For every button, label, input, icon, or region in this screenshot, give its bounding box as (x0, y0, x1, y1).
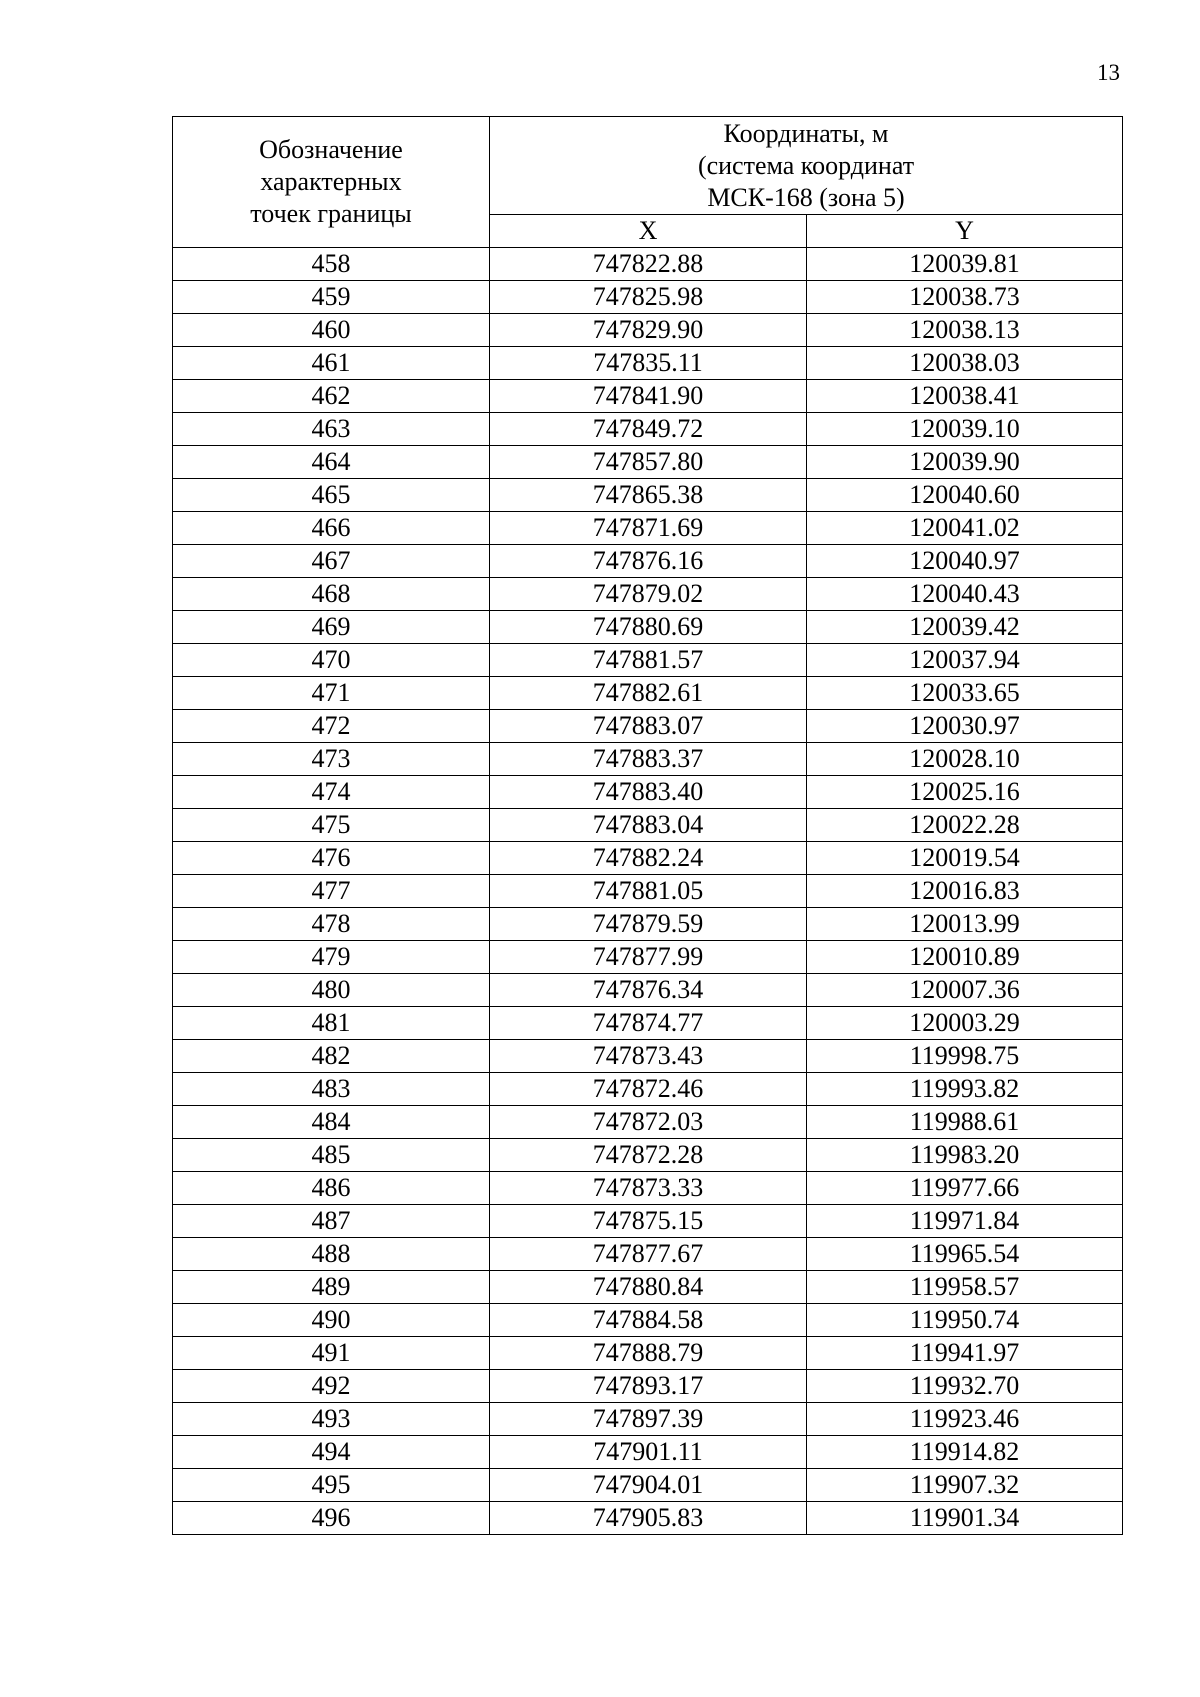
point-number-cell: 478 (173, 908, 490, 941)
y-coordinate-cell: 120003.29 (807, 1007, 1123, 1040)
y-coordinate-cell: 119977.66 (807, 1172, 1123, 1205)
table-row (173, 578, 1123, 611)
table-row (173, 677, 1123, 710)
point-number-cell: 470 (173, 644, 490, 677)
y-coordinate-cell: 120039.10 (807, 413, 1123, 446)
x-column-header: X (490, 215, 807, 248)
y-coordinate-cell: 119950.74 (807, 1304, 1123, 1337)
designation-header-line: точек границы (250, 199, 412, 228)
y-coordinate-cell: 120039.90 (807, 446, 1123, 479)
coordinates-header-line: МСК-168 (зона 5) (707, 182, 905, 212)
x-coordinate-cell: 747829.90 (490, 314, 807, 347)
point-number-cell: 492 (173, 1370, 490, 1403)
x-coordinate-cell: 747905.83 (490, 1502, 807, 1535)
x-coordinate-cell: 747871.69 (490, 512, 807, 545)
table-row (173, 875, 1123, 908)
y-coordinate-cell: 120041.02 (807, 512, 1123, 545)
table-row (173, 1040, 1123, 1073)
x-coordinate-cell: 747901.11 (490, 1436, 807, 1469)
y-coordinate-cell: 119965.54 (807, 1238, 1123, 1271)
table-row (173, 446, 1123, 479)
coordinates-header (490, 117, 1123, 215)
x-coordinate-cell: 747849.72 (490, 413, 807, 446)
y-coordinate-cell: 119914.82 (807, 1436, 1123, 1469)
y-coordinate-cell: 119983.20 (807, 1139, 1123, 1172)
y-coordinate-cell: 119932.70 (807, 1370, 1123, 1403)
y-coordinate-cell: 120037.94 (807, 644, 1123, 677)
coordinates-header-line: (система координат (697, 150, 915, 180)
point-number-cell: 461 (173, 347, 490, 380)
y-coordinate-cell: 120025.16 (807, 776, 1123, 809)
y-coordinate-cell: 120038.73 (807, 281, 1123, 314)
point-number-cell: 459 (173, 281, 490, 314)
table-row (173, 545, 1123, 578)
x-coordinate-cell: 747873.43 (490, 1040, 807, 1073)
table-row (173, 809, 1123, 842)
table-row (173, 1106, 1123, 1139)
y-coordinate-cell: 120038.41 (807, 380, 1123, 413)
point-number-cell: 475 (173, 809, 490, 842)
x-coordinate-cell: 747893.17 (490, 1370, 807, 1403)
table-row (173, 1502, 1123, 1535)
point-number-cell: 496 (173, 1502, 490, 1535)
y-coordinate-cell: 120030.97 (807, 710, 1123, 743)
y-coordinate-cell: 119993.82 (807, 1073, 1123, 1106)
y-coordinate-cell: 120040.43 (807, 578, 1123, 611)
point-number-cell: 458 (173, 248, 490, 281)
page-number: 13 (1097, 60, 1120, 85)
point-number-cell: 490 (173, 1304, 490, 1337)
table-row (173, 1436, 1123, 1469)
point-number-cell: 494 (173, 1436, 490, 1469)
x-coordinate-cell: 747897.39 (490, 1403, 807, 1436)
table-row (173, 908, 1123, 941)
point-number-cell: 462 (173, 380, 490, 413)
x-coordinate-cell: 747877.67 (490, 1238, 807, 1271)
y-coordinate-cell: 120016.83 (807, 875, 1123, 908)
x-coordinate-cell: 747883.07 (490, 710, 807, 743)
table-row (173, 248, 1123, 281)
point-number-cell: 479 (173, 941, 490, 974)
table-row (173, 380, 1123, 413)
table-row (173, 281, 1123, 314)
table-header (173, 117, 1123, 248)
y-coordinate-cell: 120013.99 (807, 908, 1123, 941)
point-number-cell: 466 (173, 512, 490, 545)
table-row (173, 776, 1123, 809)
x-coordinate-cell: 747873.33 (490, 1172, 807, 1205)
x-coordinate-cell: 747882.24 (490, 842, 807, 875)
x-coordinate-cell: 747876.34 (490, 974, 807, 1007)
point-number-cell: 487 (173, 1205, 490, 1238)
y-coordinate-cell: 119958.57 (807, 1271, 1123, 1304)
table-body (173, 248, 1123, 1535)
y-coordinate-cell: 119988.61 (807, 1106, 1123, 1139)
table-row (173, 644, 1123, 677)
x-coordinate-cell: 747882.61 (490, 677, 807, 710)
y-coordinate-cell: 119923.46 (807, 1403, 1123, 1436)
table-row (173, 314, 1123, 347)
y-coordinate-cell: 119901.34 (807, 1502, 1123, 1535)
table-row (173, 1205, 1123, 1238)
x-coordinate-cell: 747841.90 (490, 380, 807, 413)
table-row (173, 1007, 1123, 1040)
table-row (173, 941, 1123, 974)
point-number-cell: 480 (173, 974, 490, 1007)
table-row (173, 1139, 1123, 1172)
x-coordinate-cell: 747880.84 (490, 1271, 807, 1304)
point-number-cell: 464 (173, 446, 490, 479)
table-row (173, 1073, 1123, 1106)
point-number-cell: 460 (173, 314, 490, 347)
x-coordinate-cell: 747883.40 (490, 776, 807, 809)
y-coordinate-cell: 120028.10 (807, 743, 1123, 776)
x-coordinate-cell: 747879.02 (490, 578, 807, 611)
table-row (173, 1403, 1123, 1436)
point-number-cell: 469 (173, 611, 490, 644)
point-number-cell: 467 (173, 545, 490, 578)
x-coordinate-cell: 747825.98 (490, 281, 807, 314)
y-coordinate-cell: 120039.81 (807, 248, 1123, 281)
point-number-cell: 477 (173, 875, 490, 908)
x-coordinate-cell: 747822.88 (490, 248, 807, 281)
x-coordinate-cell: 747872.03 (490, 1106, 807, 1139)
point-number-cell: 493 (173, 1403, 490, 1436)
y-coordinate-cell: 119941.97 (807, 1337, 1123, 1370)
table-row (173, 611, 1123, 644)
x-coordinate-cell: 747881.57 (490, 644, 807, 677)
table-row (173, 1337, 1123, 1370)
y-column-header: Y (807, 215, 1123, 248)
x-coordinate-cell: 747877.99 (490, 941, 807, 974)
table-row (173, 974, 1123, 1007)
table-row (173, 842, 1123, 875)
point-number-cell: 471 (173, 677, 490, 710)
table-row (173, 413, 1123, 446)
point-number-cell: 485 (173, 1139, 490, 1172)
designation-header-line: Обозначение (259, 135, 403, 164)
point-number-cell: 474 (173, 776, 490, 809)
y-coordinate-cell: 120039.42 (807, 611, 1123, 644)
point-number-cell: 463 (173, 413, 490, 446)
y-coordinate-cell: 120038.03 (807, 347, 1123, 380)
y-coordinate-cell: 120022.28 (807, 809, 1123, 842)
table-row (173, 512, 1123, 545)
y-coordinate-cell: 119907.32 (807, 1469, 1123, 1502)
designation-header-line: характерных (260, 167, 402, 196)
point-number-cell: 491 (173, 1337, 490, 1370)
table-row (173, 710, 1123, 743)
point-number-cell: 472 (173, 710, 490, 743)
y-coordinate-cell: 120010.89 (807, 941, 1123, 974)
x-coordinate-cell: 747876.16 (490, 545, 807, 578)
point-number-cell: 488 (173, 1238, 490, 1271)
x-coordinate-cell: 747879.59 (490, 908, 807, 941)
point-number-cell: 481 (173, 1007, 490, 1040)
point-number-cell: 483 (173, 1073, 490, 1106)
x-coordinate-cell: 747883.04 (490, 809, 807, 842)
y-coordinate-cell: 120033.65 (807, 677, 1123, 710)
table-row (173, 347, 1123, 380)
coordinates-table (172, 116, 1123, 1535)
table-row (173, 479, 1123, 512)
y-coordinate-cell: 120040.60 (807, 479, 1123, 512)
y-coordinate-cell: 119998.75 (807, 1040, 1123, 1073)
table-row (173, 1238, 1123, 1271)
point-number-cell: 465 (173, 479, 490, 512)
point-number-cell: 476 (173, 842, 490, 875)
x-coordinate-cell: 747883.37 (490, 743, 807, 776)
table-row (173, 1172, 1123, 1205)
x-coordinate-cell: 747904.01 (490, 1469, 807, 1502)
y-coordinate-cell: 120040.97 (807, 545, 1123, 578)
table-row (173, 743, 1123, 776)
point-number-cell: 473 (173, 743, 490, 776)
x-coordinate-cell: 747872.28 (490, 1139, 807, 1172)
table-row (173, 1370, 1123, 1403)
point-number-cell: 468 (173, 578, 490, 611)
x-coordinate-cell: 747880.69 (490, 611, 807, 644)
x-coordinate-cell: 747888.79 (490, 1337, 807, 1370)
y-coordinate-cell: 120038.13 (807, 314, 1123, 347)
table-row (173, 1469, 1123, 1502)
x-coordinate-cell: 747872.46 (490, 1073, 807, 1106)
y-coordinate-cell: 119971.84 (807, 1205, 1123, 1238)
y-coordinate-cell: 120007.36 (807, 974, 1123, 1007)
point-number-cell: 495 (173, 1469, 490, 1502)
x-coordinate-cell: 747884.58 (490, 1304, 807, 1337)
point-number-cell: 482 (173, 1040, 490, 1073)
y-coordinate-cell: 120019.54 (807, 842, 1123, 875)
x-coordinate-cell: 747865.38 (490, 479, 807, 512)
point-number-cell: 484 (173, 1106, 490, 1139)
point-number-cell: 489 (173, 1271, 490, 1304)
table-row (173, 1271, 1123, 1304)
x-coordinate-cell: 747874.77 (490, 1007, 807, 1040)
coordinates-header-line: Координаты, м (723, 118, 889, 148)
designation-header (173, 117, 490, 248)
point-number-cell: 486 (173, 1172, 490, 1205)
x-coordinate-cell: 747835.11 (490, 347, 807, 380)
x-coordinate-cell: 747875.15 (490, 1205, 807, 1238)
x-coordinate-cell: 747857.80 (490, 446, 807, 479)
table-row (173, 1304, 1123, 1337)
x-coordinate-cell: 747881.05 (490, 875, 807, 908)
